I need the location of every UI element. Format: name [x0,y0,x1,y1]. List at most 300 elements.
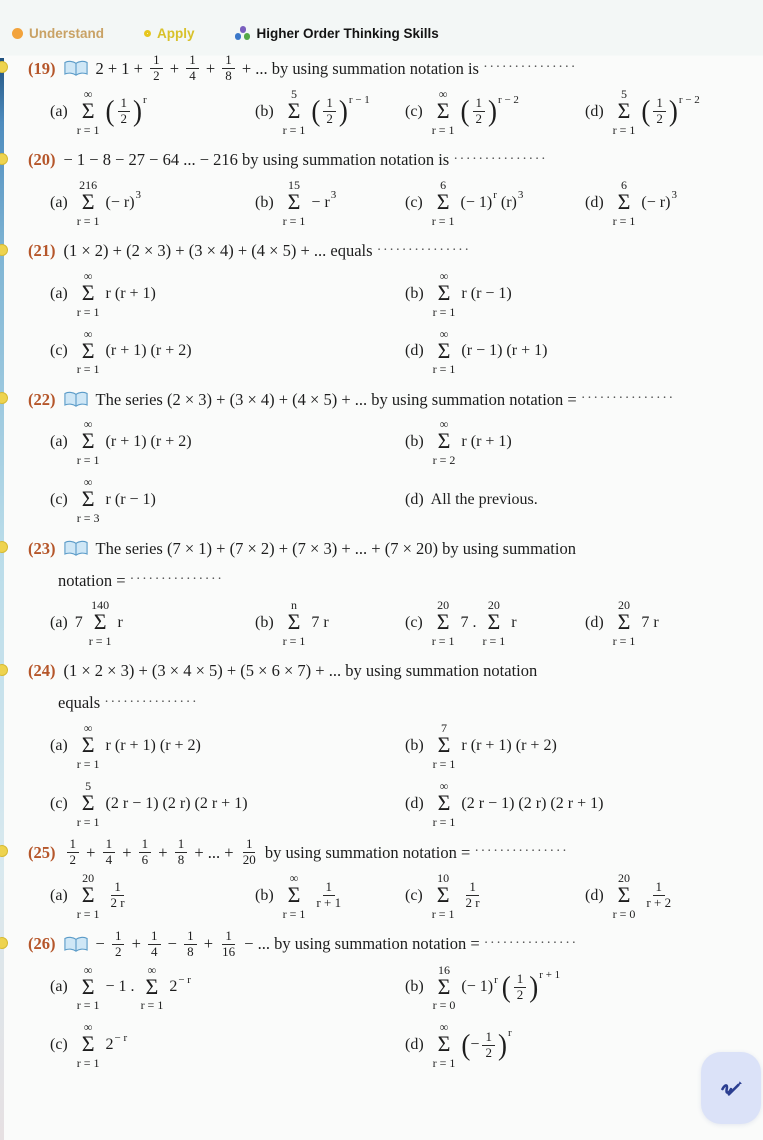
superscript: 3 [517,189,524,202]
sigma: Σ [81,973,95,999]
sum-upper: 5 [291,86,298,101]
math-text: 2 r [465,895,480,911]
sum-lower: r = 3 [76,511,100,526]
math-text: (r − 1) (r + 1) [461,342,548,360]
fraction [118,96,131,127]
summation [432,179,455,227]
math-text: − ... by using summation notation = [240,934,484,954]
bullet-icon [0,244,8,256]
question-stem [28,236,757,266]
book-icon [64,60,88,77]
summation [433,418,456,466]
summation [283,872,306,920]
math-text: 7 r [641,614,659,632]
math-text: r (r − 1) [461,284,512,302]
page-edge-bar [0,58,4,1140]
sum-lower: r = 1 [432,304,456,319]
left-paren: ( [460,95,470,128]
sum-lower: r = 1 [282,213,306,228]
bullet-icon [0,541,8,553]
understand-dot-icon [12,28,23,39]
superscript: r [493,189,497,202]
superscript: r [494,973,498,986]
sum-lower: r = 1 [432,1056,456,1071]
math-text: r (r − 1) [105,491,156,509]
option-label: (c) [50,342,68,360]
math-text: 1 [186,53,199,69]
question-number: (24) [28,661,56,681]
option-label: (a) [50,284,68,302]
math-text: 1 [118,96,131,112]
summation [613,88,636,136]
math-text: 2 [105,1036,114,1054]
math-text: (r) [496,193,517,211]
option-label: (b) [405,433,424,451]
math-text: 8 [177,851,185,867]
math-text: 2 [114,943,122,959]
sigma: Σ [81,881,95,907]
math-text: + [199,934,218,954]
fraction [241,837,258,868]
sum-upper: n [291,598,298,613]
math-text: 1 [150,53,163,69]
math-text: + [154,842,172,862]
sigma: Σ [437,428,451,454]
bullet-icon [0,845,8,857]
options-grid [28,964,757,1070]
sum-lower: r = 1 [482,634,506,649]
math-text: 20 [242,851,256,867]
sigma: Σ [93,609,107,635]
sigma: Σ [81,428,95,454]
math-text: 7 r [311,614,329,632]
options-grid [28,270,757,376]
options-grid [28,418,757,524]
option [405,964,757,1012]
fraction [139,837,152,868]
option [405,179,585,227]
summation [433,270,456,318]
right-paren: ) [668,95,678,128]
dotted-blank: ··············· [483,60,578,76]
dotted-blank: ··············· [474,844,569,860]
sum-upper: 140 [91,598,110,613]
summation [433,328,456,376]
math-text: notation = [58,570,130,590]
math-text: 8 [187,943,194,959]
exponent: r − 2 [498,93,519,106]
summation [433,964,456,1012]
left-paren: ( [501,970,511,1004]
options-grid [28,179,757,227]
question-number: (20) [28,150,56,170]
math-text: 1 [103,837,116,853]
question-block [28,837,757,920]
sigma: Σ [287,609,301,635]
math-text: 2 [516,986,524,1002]
option [50,179,255,227]
option-label: (d) [585,886,604,904]
math-text: 1 [112,929,125,945]
paren-group [501,969,561,1004]
question-stem-line2 [28,565,757,595]
sum-lower: r = 1 [140,998,164,1013]
option [50,88,255,136]
sigma: Σ [436,97,450,123]
summation [283,88,306,136]
sum-upper: ∞ [147,962,157,977]
math-text: r + 1 [316,895,342,911]
sum-lower: r = 1 [612,122,636,137]
sum-upper: 10 [437,870,450,885]
question-block [28,656,757,828]
sum-upper: ∞ [83,721,93,736]
sum-upper: 20 [437,598,450,613]
math-text: − r [311,193,330,211]
sum-upper: ∞ [83,268,93,283]
question-number: (25) [28,842,56,862]
sigma: Σ [436,188,450,214]
sum-lower: r = 1 [76,1056,100,1071]
math-text: 2 [153,67,160,83]
option [50,270,405,318]
math-text: 1 [466,880,479,896]
option [50,872,255,920]
summation [77,418,100,466]
right-paren: ) [488,95,498,128]
sum-lower: r = 1 [431,634,455,649]
math-text: 16 [222,943,236,959]
sum-upper: 20 [618,870,631,885]
option [585,599,757,647]
option [405,476,757,524]
legend-understand-label: Understand [29,26,105,41]
sigma: Σ [617,97,631,123]
sum-lower: r = 1 [282,122,306,137]
sum-upper: 5 [621,86,628,101]
pen-scribble-icon [715,1072,747,1104]
summation [483,599,506,647]
option-label: (b) [405,737,424,755]
sigma: Σ [287,188,301,214]
math-text: 1 [323,880,336,896]
option [405,599,585,647]
math-text: 1 [148,929,161,945]
sigma: Σ [436,881,450,907]
apply-ring-icon [144,30,151,37]
sigma: Σ [437,973,451,999]
option [255,599,405,647]
sum-upper: ∞ [83,417,93,432]
option-label: (d) [405,794,424,812]
legend-hots-label: Higher Order Thinking Skills [256,26,439,41]
fraction [186,53,199,84]
question-stem [28,384,757,414]
question-number: (19) [28,58,56,78]
math-text: − 1 − 8 − 27 − 64 ... − 216 by using summation notation is [63,150,454,170]
option-label: (a) [50,433,68,451]
math-text: 1 [222,53,235,69]
math-text: (r + 1) (r + 2) [105,433,192,451]
question-stem [28,533,757,563]
sum-upper: 216 [79,177,98,192]
sigma: Σ [81,790,95,815]
summation [283,179,306,227]
sum-upper: ∞ [83,962,93,977]
bullet-icon [0,664,8,676]
summation [433,722,456,770]
math-text: 4 [105,851,113,867]
summation [77,476,100,524]
summation [613,872,636,920]
bullet-icon [0,937,8,949]
paren-group [105,93,147,128]
option-label: (c) [50,491,68,509]
sum-upper: ∞ [83,1020,93,1035]
math-text: − 1 . [105,978,139,996]
exponent: r + 1 [539,969,561,982]
option-label: (b) [405,284,424,302]
hots-dots-icon [235,26,251,41]
sum-lower: r = 2 [432,453,456,468]
sum-upper: ∞ [439,326,449,341]
math-text: (− 1) [460,193,493,211]
math-text: 2 [656,111,663,127]
bullet-icon [0,153,8,165]
math-text: (2 r − 1) (2 r) (2 r + 1) [105,794,248,812]
sum-lower: r = 1 [282,906,306,921]
math-text: 1 [139,837,152,853]
superscript: 3 [135,189,142,202]
summation [77,270,100,318]
fraction [175,837,188,868]
question-block [28,236,757,376]
math-text: (− 1) [461,978,494,996]
sum-upper: 15 [288,177,301,192]
sum-lower: r = 1 [76,906,100,921]
left-paren: ( [105,95,115,128]
right-paren: ) [497,1028,507,1062]
exponent: r − 2 [678,93,700,106]
legend-apply-label: Apply [157,26,195,41]
math-text: r [117,614,123,632]
option-label: (d) [405,1036,424,1054]
math-text: (1 × 2) + (2 × 3) + (3 × 4) + (4 × 5) + ... equals [63,240,377,260]
sum-lower: r = 1 [76,362,100,377]
question-block [28,145,757,227]
option-label: (a) [50,614,68,632]
dotted-blank: ··············· [453,151,548,167]
right-paren: ) [338,95,348,128]
math-text: 1 [653,880,666,896]
option [255,88,405,136]
superscript: 3 [671,189,677,202]
fraction [184,929,197,960]
legend-understand [12,26,104,41]
sum-lower: r = 1 [88,634,112,649]
superscript: 3 [330,189,337,202]
fraction [220,929,237,960]
option [585,179,757,227]
options-grid [28,872,757,920]
sigma: Σ [287,881,301,907]
option [405,418,757,466]
sigma: Σ [436,609,450,635]
bullet-icon [0,392,8,404]
math-text: 2 r [110,895,125,911]
option [50,328,405,376]
exponent: r − 1 [348,93,370,106]
option [585,872,757,920]
sum-lower: r = 1 [76,998,100,1013]
summation [432,599,455,647]
math-text: r (r + 1) [461,433,512,451]
legend-bar [0,0,763,53]
questions [0,53,763,1069]
sum-lower: r = 1 [431,906,455,921]
bullet-icon [0,61,8,73]
option-label: (b) [255,886,274,904]
fraction [103,837,116,868]
option-label: (b) [255,614,274,632]
math-text: (− r) [641,193,671,211]
paren-group [461,1027,512,1062]
sum-lower: r = 1 [612,634,636,649]
sum-lower: r = 1 [76,213,100,228]
option-label: (c) [50,1036,68,1054]
question-number: (21) [28,240,56,260]
option [50,599,255,647]
math-text: r + 2 [646,895,672,911]
paren-group [641,93,700,128]
summation [77,1021,100,1069]
exponent: r [507,1027,512,1040]
math-text: r (r + 1) (r + 2) [105,737,201,755]
math-text: 7 [74,614,87,632]
fraction [150,53,163,84]
sum-lower: r = 1 [76,122,100,137]
sigma: Σ [437,279,451,305]
option [50,780,405,828]
math-text: 1 [222,929,235,945]
sum-lower: r = 1 [432,814,456,829]
math-text: 1 [323,96,336,112]
summation [77,780,100,828]
question-stem-line2 [28,688,757,718]
fraction [653,96,666,127]
sigma: Σ [81,97,95,123]
math-text: + [201,58,220,78]
math-text: equals [58,693,105,713]
sum-upper: ∞ [438,86,448,101]
sigma: Σ [145,973,159,999]
option [50,722,405,770]
sum-upper: ∞ [439,779,449,793]
book-icon [64,936,88,953]
option-label: (c) [405,614,423,632]
sum-upper: 20 [618,598,631,613]
sigma: Σ [287,97,301,123]
math-text: All the previous. [430,491,538,509]
sum-lower: r = 1 [431,122,455,137]
option-label: (a) [50,737,68,755]
summation [613,179,636,227]
math-text: 2 [475,111,483,127]
math-text: 1 [653,96,666,112]
math-text: 1 [111,880,124,896]
question-block [28,929,757,1070]
fraction [464,880,482,911]
sum-lower: r = 1 [76,814,100,829]
sum-upper: ∞ [83,86,93,101]
sigma: Σ [617,881,631,907]
left-paren: ( [461,1028,471,1062]
sum-upper: 5 [85,779,92,793]
sigma: Σ [81,188,95,214]
math-text: 2 [326,111,333,127]
summation [77,872,100,920]
sigma: Σ [437,1031,451,1057]
question-stem [28,656,757,686]
option-label: (c) [50,794,68,812]
math-text: 1 [482,1030,495,1046]
sum-lower: r = 1 [76,757,100,771]
fraction [644,880,673,911]
dotted-blank: ··············· [129,572,224,588]
option [255,179,405,227]
option [405,328,757,376]
math-text: (− r) [105,193,135,211]
math-text: + [127,934,145,954]
math-text: The series (2 × 3) + (3 × 4) + (4 × 5) + ... by using summation notation = [95,389,581,409]
fraction [482,1030,495,1061]
math-text: 1 [243,837,256,853]
math-text: 6 [141,851,149,867]
summation [77,179,100,227]
sum-upper: 20 [487,598,500,613]
summation [432,88,455,136]
sigma: Σ [617,609,631,635]
fraction [148,929,161,960]
question-block [28,53,757,136]
option-label: (c) [405,193,423,211]
option [50,964,405,1012]
dotted-blank: ··············· [376,242,471,258]
sigma: Σ [81,279,95,305]
question-stem [28,145,757,175]
sum-lower: r = 0 [612,906,636,921]
math-text: + ... + [190,842,238,862]
math-text: 2 + 1 + [95,58,148,78]
fraction [323,96,336,127]
sum-upper: ∞ [439,1020,449,1035]
summation [77,722,100,770]
book-icon [64,540,88,557]
right-paren: ) [133,95,143,128]
sum-lower: r = 1 [76,453,100,468]
math-text: 2 [169,978,178,996]
fraction [67,837,80,868]
legend-hots [235,26,439,41]
annotate-button[interactable] [701,1052,761,1124]
question-number: (23) [28,538,56,558]
summation [77,328,100,376]
sum-upper: 6 [440,177,447,192]
option-label: (d) [405,491,424,509]
math-text: r [511,614,517,632]
option-label: (a) [50,886,68,904]
math-text: 1 [514,972,527,988]
